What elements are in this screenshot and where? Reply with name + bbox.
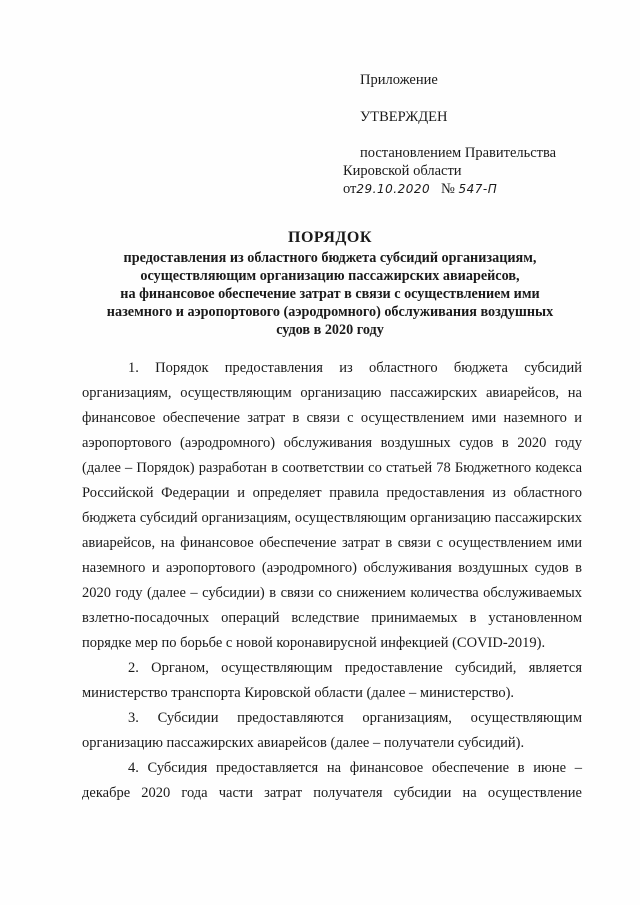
resolution-line-2: Кировской области (343, 163, 462, 179)
paragraph-3: 3. Субсидии предоставляются организациям, осуществляющим организацию пассажирских авиарейсов (далее – получатели субсидий). (82, 710, 582, 751)
paragraph-4: 4. Субсидия предоставляется на финансовое обеспечение в июне – декабре 2020 года части затрат получателя субсидии на осуществление (82, 760, 582, 801)
document-body (82, 356, 582, 806)
approved-label: УТВЕРЖДЕН (360, 109, 448, 125)
number-prefix: № (441, 181, 455, 197)
resolution-date-number (343, 180, 497, 198)
handwritten-number: 547-П (458, 182, 498, 196)
paragraph-1: 1. Порядок предоставления из областного бюджета субсидий организациям, осуществляющим организацию пассажирских авиарейсов, на финансовое обеспечение затрат в связи с осуществлением ими наземного и аэропортового (аэродромного) обслуживания воздушных судов в 2020 году (далее – Порядок) разработан в соответствии со статьей 78 Бюджетного кодекса Российской Федерации и определяет правила предоставления из областного бюджета субсидий организациям, осуществляющим организацию пассажирских авиарейсов, на финансовое обеспечение затрат в связи с осуществлением ими наземного и аэропортового (аэродромного) обслуживания воздушных судов в 2020 году (далее – субсидии) в связи со снижением количества обслуживаемых взлетно-посадочных операций вследствие принимаемых в установленном порядке мер по борьбе с новой коронавирусной инфекцией (COVID-2019). (82, 360, 582, 651)
resolution-line-1: постановлением Правительства (360, 145, 557, 161)
document-title: ПОРЯДОК (288, 229, 372, 246)
paragraph-2: 2. Органом, осуществляющим предоставление субсидий, является министерство транспорта Кировской области (далее – министерство). (82, 660, 582, 701)
subtitle-line: наземного и аэропортового (аэродромного) обслуживания воздушных (106, 304, 554, 320)
subtitle-line: осуществляющим организацию пассажирских авиарейсов, (140, 268, 520, 284)
subtitle-line: предоставления из областного бюджета субсидий организациям, (123, 250, 537, 266)
document-heading (80, 227, 580, 339)
document-subtitle (80, 249, 580, 339)
appendix-label: Приложение (360, 72, 438, 88)
date-prefix: от (343, 181, 357, 197)
subtitle-line: судов в 2020 году (276, 322, 384, 338)
subtitle-line: на финансовое обеспечение затрат в связи с осуществлением ими (120, 286, 540, 302)
handwritten-date: 29.10.2020 (356, 182, 431, 196)
